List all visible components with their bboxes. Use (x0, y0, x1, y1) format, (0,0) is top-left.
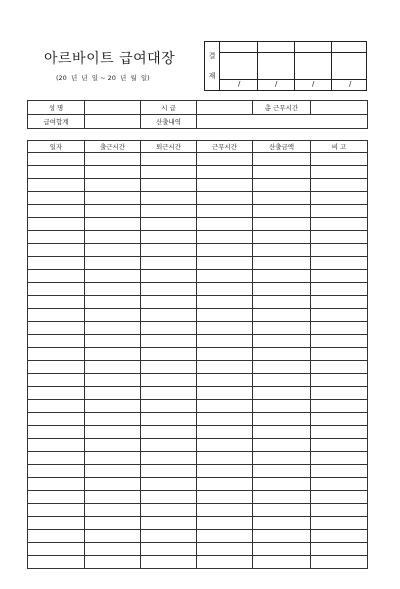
clock-in-cell[interactable] (85, 465, 141, 478)
approval-column-divider (257, 42, 258, 90)
amount-cell[interactable] (253, 296, 311, 309)
date-cell[interactable] (28, 452, 85, 465)
date-cell[interactable] (28, 504, 85, 517)
work-hours-cell[interactable] (197, 231, 253, 244)
clock-out-cell[interactable] (141, 335, 197, 348)
ledger-row (28, 322, 368, 335)
ledger-row (28, 192, 368, 205)
remarks-cell[interactable] (311, 257, 368, 270)
amount-cell[interactable] (253, 452, 311, 465)
info-row-name (28, 101, 368, 115)
date-cell[interactable] (28, 517, 85, 530)
amount-cell[interactable] (253, 270, 311, 283)
column-clock-in: 출근시간 (85, 141, 141, 153)
work-hours-cell[interactable] (197, 491, 253, 504)
clock-out-cell[interactable] (141, 426, 197, 439)
date-cell[interactable] (28, 374, 85, 387)
remarks-cell[interactable] (311, 465, 368, 478)
work-hours-cell[interactable] (197, 218, 253, 231)
clock-in-cell[interactable] (85, 530, 141, 543)
pay-total-field[interactable] (85, 115, 141, 129)
clock-out-cell[interactable] (141, 452, 197, 465)
date-cell[interactable] (28, 257, 85, 270)
amount-cell[interactable] (253, 439, 311, 452)
approval-divider-top (220, 52, 366, 53)
clock-out-cell[interactable] (141, 478, 197, 491)
ledger-row (28, 218, 368, 231)
remarks-cell[interactable] (311, 439, 368, 452)
clock-in-cell[interactable] (85, 335, 141, 348)
date-cell[interactable] (28, 348, 85, 361)
pay-ledger-table (27, 140, 368, 569)
clock-in-cell[interactable] (85, 387, 141, 400)
work-hours-cell[interactable] (197, 153, 253, 166)
work-hours-cell[interactable] (197, 530, 253, 543)
clock-in-cell[interactable] (85, 179, 141, 192)
amount-cell[interactable] (253, 387, 311, 400)
work-hours-cell[interactable] (197, 517, 253, 530)
clock-out-cell[interactable] (141, 348, 197, 361)
clock-in-cell[interactable] (85, 452, 141, 465)
remarks-cell[interactable] (311, 231, 368, 244)
ledger-row (28, 374, 368, 387)
approval-label-top: 결 (208, 52, 216, 60)
amount-cell[interactable] (253, 556, 311, 569)
calc-detail-label: 산출내역 (141, 115, 197, 129)
clock-in-cell[interactable] (85, 348, 141, 361)
approval-header (205, 42, 220, 90)
amount-cell[interactable] (253, 218, 311, 231)
clock-in-cell[interactable] (85, 231, 141, 244)
amount-cell[interactable] (253, 192, 311, 205)
date-cell[interactable] (28, 530, 85, 543)
ledger-header-row (28, 141, 368, 153)
pay-total-label: 급여합계 (28, 115, 85, 129)
approval-box (204, 41, 367, 91)
date-cell[interactable] (28, 556, 85, 569)
remarks-cell[interactable] (311, 387, 368, 400)
work-hours-cell[interactable] (197, 361, 253, 374)
clock-out-cell[interactable] (141, 179, 197, 192)
clock-in-cell[interactable] (85, 283, 141, 296)
clock-out-cell[interactable] (141, 257, 197, 270)
clock-out-cell[interactable] (141, 387, 197, 400)
work-hours-cell[interactable] (197, 452, 253, 465)
amount-cell[interactable] (253, 426, 311, 439)
amount-cell[interactable] (253, 374, 311, 387)
remarks-cell[interactable] (311, 166, 368, 179)
clock-out-cell[interactable] (141, 270, 197, 283)
remarks-cell[interactable] (311, 556, 368, 569)
column-remarks: 비 고 (311, 141, 368, 153)
calc-detail-field[interactable] (197, 115, 368, 129)
remarks-cell[interactable] (311, 283, 368, 296)
clock-out-cell[interactable] (141, 517, 197, 530)
clock-out-cell[interactable] (141, 166, 197, 179)
clock-out-cell[interactable] (141, 413, 197, 426)
ledger-row (28, 361, 368, 374)
clock-in-cell[interactable] (85, 517, 141, 530)
document-title: 아르바이트 급여대장 (44, 51, 176, 67)
work-hours-cell[interactable] (197, 504, 253, 517)
clock-in-cell[interactable] (85, 543, 141, 556)
date-cell[interactable] (28, 192, 85, 205)
remarks-cell[interactable] (311, 530, 368, 543)
ledger-row (28, 166, 368, 179)
remarks-cell[interactable] (311, 244, 368, 257)
clock-out-cell[interactable] (141, 465, 197, 478)
clock-in-cell[interactable] (85, 361, 141, 374)
ledger-row (28, 179, 368, 192)
clock-in-cell[interactable] (85, 257, 141, 270)
date-cell[interactable] (28, 244, 85, 257)
remarks-cell[interactable] (311, 205, 368, 218)
amount-cell[interactable] (253, 231, 311, 244)
name-label: 성 명 (28, 101, 85, 115)
ledger-body (28, 153, 368, 569)
remarks-cell[interactable] (311, 400, 368, 413)
remarks-cell[interactable] (311, 218, 368, 231)
ledger-row (28, 296, 368, 309)
approval-slash: / (312, 80, 315, 88)
clock-in-cell[interactable] (85, 504, 141, 517)
info-row-pay (28, 115, 368, 129)
ledger-row (28, 205, 368, 218)
ledger-row (28, 504, 368, 517)
ledger-row (28, 413, 368, 426)
work-hours-cell[interactable] (197, 439, 253, 452)
remarks-cell[interactable] (311, 309, 368, 322)
ledger-row (28, 335, 368, 348)
date-cell[interactable] (28, 491, 85, 504)
remarks-cell[interactable] (311, 413, 368, 426)
clock-in-cell[interactable] (85, 491, 141, 504)
approval-slash: / (349, 80, 352, 88)
ledger-row (28, 387, 368, 400)
work-hours-cell[interactable] (197, 244, 253, 257)
work-hours-cell[interactable] (197, 322, 253, 335)
clock-in-cell[interactable] (85, 153, 141, 166)
remarks-cell[interactable] (311, 478, 368, 491)
work-hours-cell[interactable] (197, 348, 253, 361)
hourly-wage-label: 시 급 (141, 101, 197, 115)
amount-cell[interactable] (253, 400, 311, 413)
amount-cell[interactable] (253, 465, 311, 478)
ledger-row (28, 530, 368, 543)
clock-out-cell[interactable] (141, 231, 197, 244)
clock-in-cell[interactable] (85, 556, 141, 569)
clock-in-cell[interactable] (85, 244, 141, 257)
date-cell[interactable] (28, 335, 85, 348)
date-cell[interactable] (28, 413, 85, 426)
date-cell[interactable] (28, 296, 85, 309)
remarks-cell[interactable] (311, 322, 368, 335)
work-hours-cell[interactable] (197, 413, 253, 426)
amount-cell[interactable] (253, 543, 311, 556)
employee-info-table (27, 100, 368, 129)
remarks-cell[interactable] (311, 504, 368, 517)
ledger-row (28, 400, 368, 413)
name-field[interactable] (85, 101, 141, 115)
clock-out-cell[interactable] (141, 296, 197, 309)
date-cell[interactable] (28, 478, 85, 491)
clock-in-cell[interactable] (85, 400, 141, 413)
amount-cell[interactable] (253, 309, 311, 322)
clock-in-cell[interactable] (85, 205, 141, 218)
date-cell[interactable] (28, 400, 85, 413)
work-hours-cell[interactable] (197, 374, 253, 387)
ledger-row (28, 257, 368, 270)
date-cell[interactable] (28, 179, 85, 192)
amount-cell[interactable] (253, 335, 311, 348)
column-date: 일자 (28, 141, 85, 153)
ledger-row (28, 231, 368, 244)
date-cell[interactable] (28, 283, 85, 296)
column-work-hours: 근무시간 (197, 141, 253, 153)
clock-out-cell[interactable] (141, 374, 197, 387)
work-hours-cell[interactable] (197, 283, 253, 296)
clock-in-cell[interactable] (85, 296, 141, 309)
clock-out-cell[interactable] (141, 322, 197, 335)
approval-column-divider (331, 42, 332, 90)
clock-in-cell[interactable] (85, 439, 141, 452)
remarks-cell[interactable] (311, 452, 368, 465)
work-hours-cell[interactable] (197, 335, 253, 348)
date-cell[interactable] (28, 387, 85, 400)
remarks-cell[interactable] (311, 361, 368, 374)
clock-out-cell[interactable] (141, 283, 197, 296)
ledger-row (28, 283, 368, 296)
clock-out-cell[interactable] (141, 491, 197, 504)
date-cell[interactable] (28, 361, 85, 374)
ledger-row (28, 426, 368, 439)
date-cell[interactable] (28, 439, 85, 452)
work-hours-cell[interactable] (197, 400, 253, 413)
amount-cell[interactable] (253, 283, 311, 296)
amount-cell[interactable] (253, 530, 311, 543)
amount-cell[interactable] (253, 166, 311, 179)
clock-in-cell[interactable] (85, 309, 141, 322)
ledger-row (28, 543, 368, 556)
work-hours-cell[interactable] (197, 166, 253, 179)
date-cell[interactable] (28, 205, 85, 218)
work-hours-cell[interactable] (197, 478, 253, 491)
clock-in-cell[interactable] (85, 166, 141, 179)
amount-cell[interactable] (253, 257, 311, 270)
clock-in-cell[interactable] (85, 192, 141, 205)
amount-cell[interactable] (253, 413, 311, 426)
remarks-cell[interactable] (311, 270, 368, 283)
remarks-cell[interactable] (311, 153, 368, 166)
clock-in-cell[interactable] (85, 478, 141, 491)
work-hours-cell[interactable] (197, 192, 253, 205)
date-cell[interactable] (28, 153, 85, 166)
remarks-cell[interactable] (311, 296, 368, 309)
amount-cell[interactable] (253, 361, 311, 374)
amount-cell[interactable] (253, 153, 311, 166)
clock-out-cell[interactable] (141, 153, 197, 166)
clock-in-cell[interactable] (85, 322, 141, 335)
clock-out-cell[interactable] (141, 244, 197, 257)
column-clock-out: 퇴근시간 (141, 141, 197, 153)
period-range: (20 년 년 일 ~ 20 년 월 일) (56, 74, 150, 82)
ledger-row (28, 439, 368, 452)
remarks-cell[interactable] (311, 426, 368, 439)
work-hours-cell[interactable] (197, 309, 253, 322)
remarks-cell[interactable] (311, 543, 368, 556)
ledger-row (28, 452, 368, 465)
work-hours-cell[interactable] (197, 179, 253, 192)
date-cell[interactable] (28, 322, 85, 335)
work-hours-cell[interactable] (197, 426, 253, 439)
remarks-cell[interactable] (311, 192, 368, 205)
remarks-cell[interactable] (311, 374, 368, 387)
amount-cell[interactable] (253, 244, 311, 257)
approval-slash: / (275, 80, 278, 88)
ledger-row (28, 244, 368, 257)
clock-out-cell[interactable] (141, 543, 197, 556)
date-cell[interactable] (28, 543, 85, 556)
work-hours-cell[interactable] (197, 387, 253, 400)
hourly-wage-field[interactable] (197, 101, 253, 115)
amount-cell[interactable] (253, 504, 311, 517)
remarks-cell[interactable] (311, 517, 368, 530)
clock-out-cell[interactable] (141, 400, 197, 413)
clock-out-cell[interactable] (141, 504, 197, 517)
amount-cell[interactable] (253, 205, 311, 218)
ledger-row (28, 478, 368, 491)
ledger-row (28, 556, 368, 569)
date-cell[interactable] (28, 218, 85, 231)
clock-in-cell[interactable] (85, 270, 141, 283)
work-hours-cell[interactable] (197, 257, 253, 270)
work-hours-cell[interactable] (197, 205, 253, 218)
clock-in-cell[interactable] (85, 426, 141, 439)
approval-column-divider (294, 42, 295, 90)
column-amount: 산출금액 (253, 141, 311, 153)
date-cell[interactable] (28, 426, 85, 439)
ledger-row (28, 465, 368, 478)
date-cell[interactable] (28, 309, 85, 322)
remarks-cell[interactable] (311, 491, 368, 504)
approval-slash: / (238, 80, 241, 88)
amount-cell[interactable] (253, 491, 311, 504)
date-cell[interactable] (28, 270, 85, 283)
ledger-row (28, 270, 368, 283)
approval-divider-bottom (220, 79, 366, 80)
clock-in-cell[interactable] (85, 413, 141, 426)
work-hours-cell[interactable] (197, 465, 253, 478)
total-hours-field[interactable] (311, 101, 368, 115)
amount-cell[interactable] (253, 348, 311, 361)
ledger-row (28, 348, 368, 361)
remarks-cell[interactable] (311, 179, 368, 192)
remarks-cell[interactable] (311, 335, 368, 348)
clock-out-cell[interactable] (141, 309, 197, 322)
work-hours-cell[interactable] (197, 556, 253, 569)
ledger-row (28, 153, 368, 166)
clock-in-cell[interactable] (85, 218, 141, 231)
clock-out-cell[interactable] (141, 361, 197, 374)
clock-out-cell[interactable] (141, 439, 197, 452)
work-hours-cell[interactable] (197, 270, 253, 283)
clock-out-cell[interactable] (141, 556, 197, 569)
amount-cell[interactable] (253, 478, 311, 491)
clock-out-cell[interactable] (141, 530, 197, 543)
clock-out-cell[interactable] (141, 218, 197, 231)
ledger-row (28, 309, 368, 322)
date-cell[interactable] (28, 231, 85, 244)
ledger-row (28, 491, 368, 504)
amount-cell[interactable] (253, 517, 311, 530)
work-hours-cell[interactable] (197, 543, 253, 556)
clock-out-cell[interactable] (141, 192, 197, 205)
amount-cell[interactable] (253, 322, 311, 335)
work-hours-cell[interactable] (197, 296, 253, 309)
clock-in-cell[interactable] (85, 374, 141, 387)
clock-out-cell[interactable] (141, 205, 197, 218)
approval-label-bottom: 재 (208, 72, 216, 80)
date-cell[interactable] (28, 465, 85, 478)
remarks-cell[interactable] (311, 348, 368, 361)
ledger-row (28, 517, 368, 530)
amount-cell[interactable] (253, 179, 311, 192)
total-hours-label: 총 근무시간 (253, 101, 311, 115)
date-cell[interactable] (28, 166, 85, 179)
